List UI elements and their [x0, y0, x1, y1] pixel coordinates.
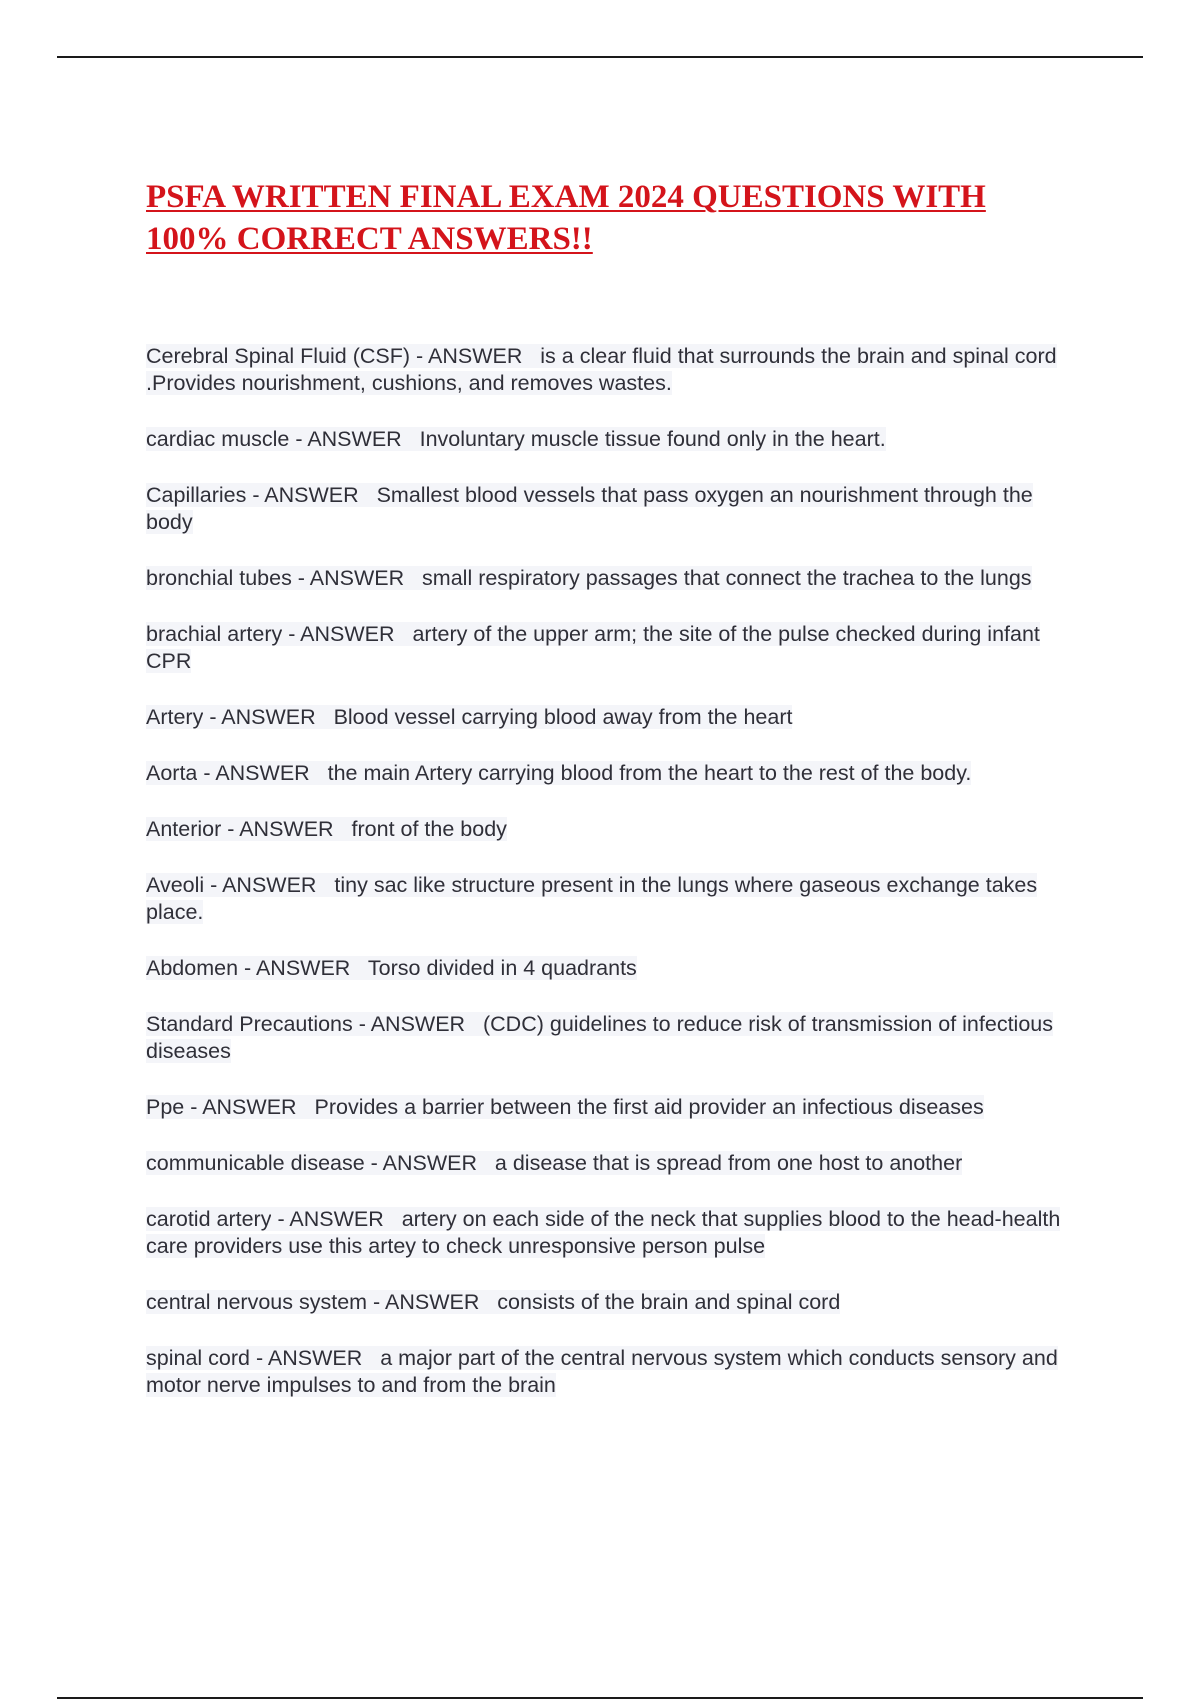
- term: Cerebral Spinal Fluid (CSF): [146, 344, 411, 368]
- term: Ppe: [146, 1095, 185, 1119]
- list-item: bronchial tubes - ANSWER small respiratory passages that connect the trachea to the lungs: [146, 566, 1032, 590]
- term: bronchial tubes: [146, 566, 292, 590]
- list-item: Artery - ANSWER Blood vessel carrying blood away from the heart: [146, 705, 793, 729]
- definition: the main Artery carrying blood from the heart to the rest of the body.: [327, 761, 972, 785]
- definition: small respiratory passages that connect the trachea to the lungs: [422, 566, 1032, 590]
- definition: a disease that is spread from one host to another: [494, 1151, 963, 1175]
- answer-label: ANSWER: [384, 1290, 480, 1314]
- definition: a major part of the central nervous system which conducts sensory and motor nerve impulses to and from the brain: [146, 1346, 1058, 1397]
- top-rule: [57, 56, 1143, 58]
- definition: front of the body: [351, 817, 507, 841]
- definition: (CDC) guidelines to reduce risk of transmission of infectious diseases: [146, 1012, 1053, 1063]
- term: Standard Precautions: [146, 1012, 353, 1036]
- list-item: Ppe - ANSWER Provides a barrier between the first aid provider an infectious diseases: [146, 1095, 984, 1119]
- term: Artery: [146, 705, 204, 729]
- answer-label: ANSWER: [427, 344, 523, 368]
- list-item: carotid artery - ANSWER artery on each side of the neck that supplies blood to the head-health care providers use this artey to check unresponsive person pulse: [146, 1207, 1061, 1258]
- answer-label: ANSWER: [382, 1151, 477, 1175]
- definition: Provides a barrier between the first aid provider an infectious diseases: [314, 1095, 984, 1119]
- list-item: cardiac muscle - ANSWER Involuntary muscle tissue found only in the heart.: [146, 427, 886, 451]
- answer-label: ANSWER: [255, 956, 351, 980]
- list-item: Standard Precautions - ANSWER (CDC) guidelines to reduce risk of transmission of infectious diseases: [146, 1012, 1053, 1063]
- term: spinal cord: [146, 1346, 250, 1370]
- term: Aveoli: [146, 873, 205, 897]
- answer-label: ANSWER: [264, 483, 359, 507]
- answer-label: ANSWER: [222, 873, 317, 897]
- answer-label: ANSWER: [267, 1346, 363, 1370]
- list-item: Cerebral Spinal Fluid (CSF) - ANSWER is a clear fluid that surrounds the brain and spinal cord .Provides nourishment, cushions, and removes wastes.: [146, 344, 1057, 395]
- flashcard-list: [146, 343, 1066, 1399]
- answer-label: ANSWER: [202, 1095, 297, 1119]
- term: communicable disease: [146, 1151, 365, 1175]
- list-item: Capillaries - ANSWER Smallest blood vessels that pass oxygen an nourishment through the body: [146, 483, 1033, 534]
- list-item: spinal cord - ANSWER a major part of the central nervous system which conducts sensory and motor nerve impulses to and from the brain: [146, 1346, 1058, 1397]
- document-title: PSFA WRITTEN FINAL EXAM 2024 QUESTIONS WITH 100% CORRECT ANSWERS!!: [146, 179, 986, 257]
- list-item: Abdomen - ANSWER Torso divided in 4 quadrants: [146, 956, 637, 980]
- definition: Blood vessel carrying blood away from the heart: [333, 705, 793, 729]
- term: carotid artery: [146, 1207, 272, 1231]
- term: Abdomen: [146, 956, 239, 980]
- answer-label: ANSWER: [221, 705, 316, 729]
- answer-label: ANSWER: [307, 427, 402, 451]
- answer-label: ANSWER: [289, 1207, 384, 1231]
- definition: tiny sac like structure present in the lungs where gaseous exchange takes place.: [146, 873, 1038, 924]
- definition: artery of the upper arm; the site of the pulse checked during infant CPR: [146, 622, 1040, 673]
- definition: Involuntary muscle tissue found only in the heart.: [419, 427, 886, 451]
- answer-label: ANSWER: [300, 622, 395, 646]
- term: Anterior: [146, 817, 222, 841]
- bottom-rule: [57, 1697, 1143, 1699]
- list-item: Anterior - ANSWER front of the body: [146, 817, 507, 841]
- definition: is a clear fluid that surrounds the brain and spinal cord .Provides nourishment, cushions, and removes wastes.: [146, 344, 1057, 395]
- list-item: communicable disease - ANSWER a disease that is spread from one host to another: [146, 1151, 963, 1175]
- definition: Smallest blood vessels that pass oxygen an nourishment through the body: [146, 483, 1033, 534]
- list-item: central nervous system - ANSWER consists of the brain and spinal cord: [146, 1290, 841, 1314]
- answer-label: ANSWER: [370, 1012, 466, 1036]
- term: brachial artery: [146, 622, 283, 646]
- list-item: brachial artery - ANSWER artery of the upper arm; the site of the pulse checked during infant CPR: [146, 622, 1040, 673]
- answer-label: ANSWER: [215, 761, 310, 785]
- answer-label: ANSWER: [239, 817, 334, 841]
- term: Capillaries: [146, 483, 247, 507]
- list-item: Aveoli - ANSWER tiny sac like structure present in the lungs where gaseous exchange takes place.: [146, 873, 1038, 924]
- term: central nervous system: [146, 1290, 368, 1314]
- definition: Torso divided in 4 quadrants: [367, 956, 637, 980]
- definition: consists of the brain and spinal cord: [497, 1290, 841, 1314]
- answer-label: ANSWER: [309, 566, 405, 590]
- definition: artery on each side of the neck that supplies blood to the head-health care providers use this artey to check unresponsive person pulse: [146, 1207, 1061, 1258]
- list-item: Aorta - ANSWER the main Artery carrying blood from the heart to the rest of the body.: [146, 761, 972, 785]
- term: Aorta: [146, 761, 198, 785]
- term: cardiac muscle: [146, 427, 290, 451]
